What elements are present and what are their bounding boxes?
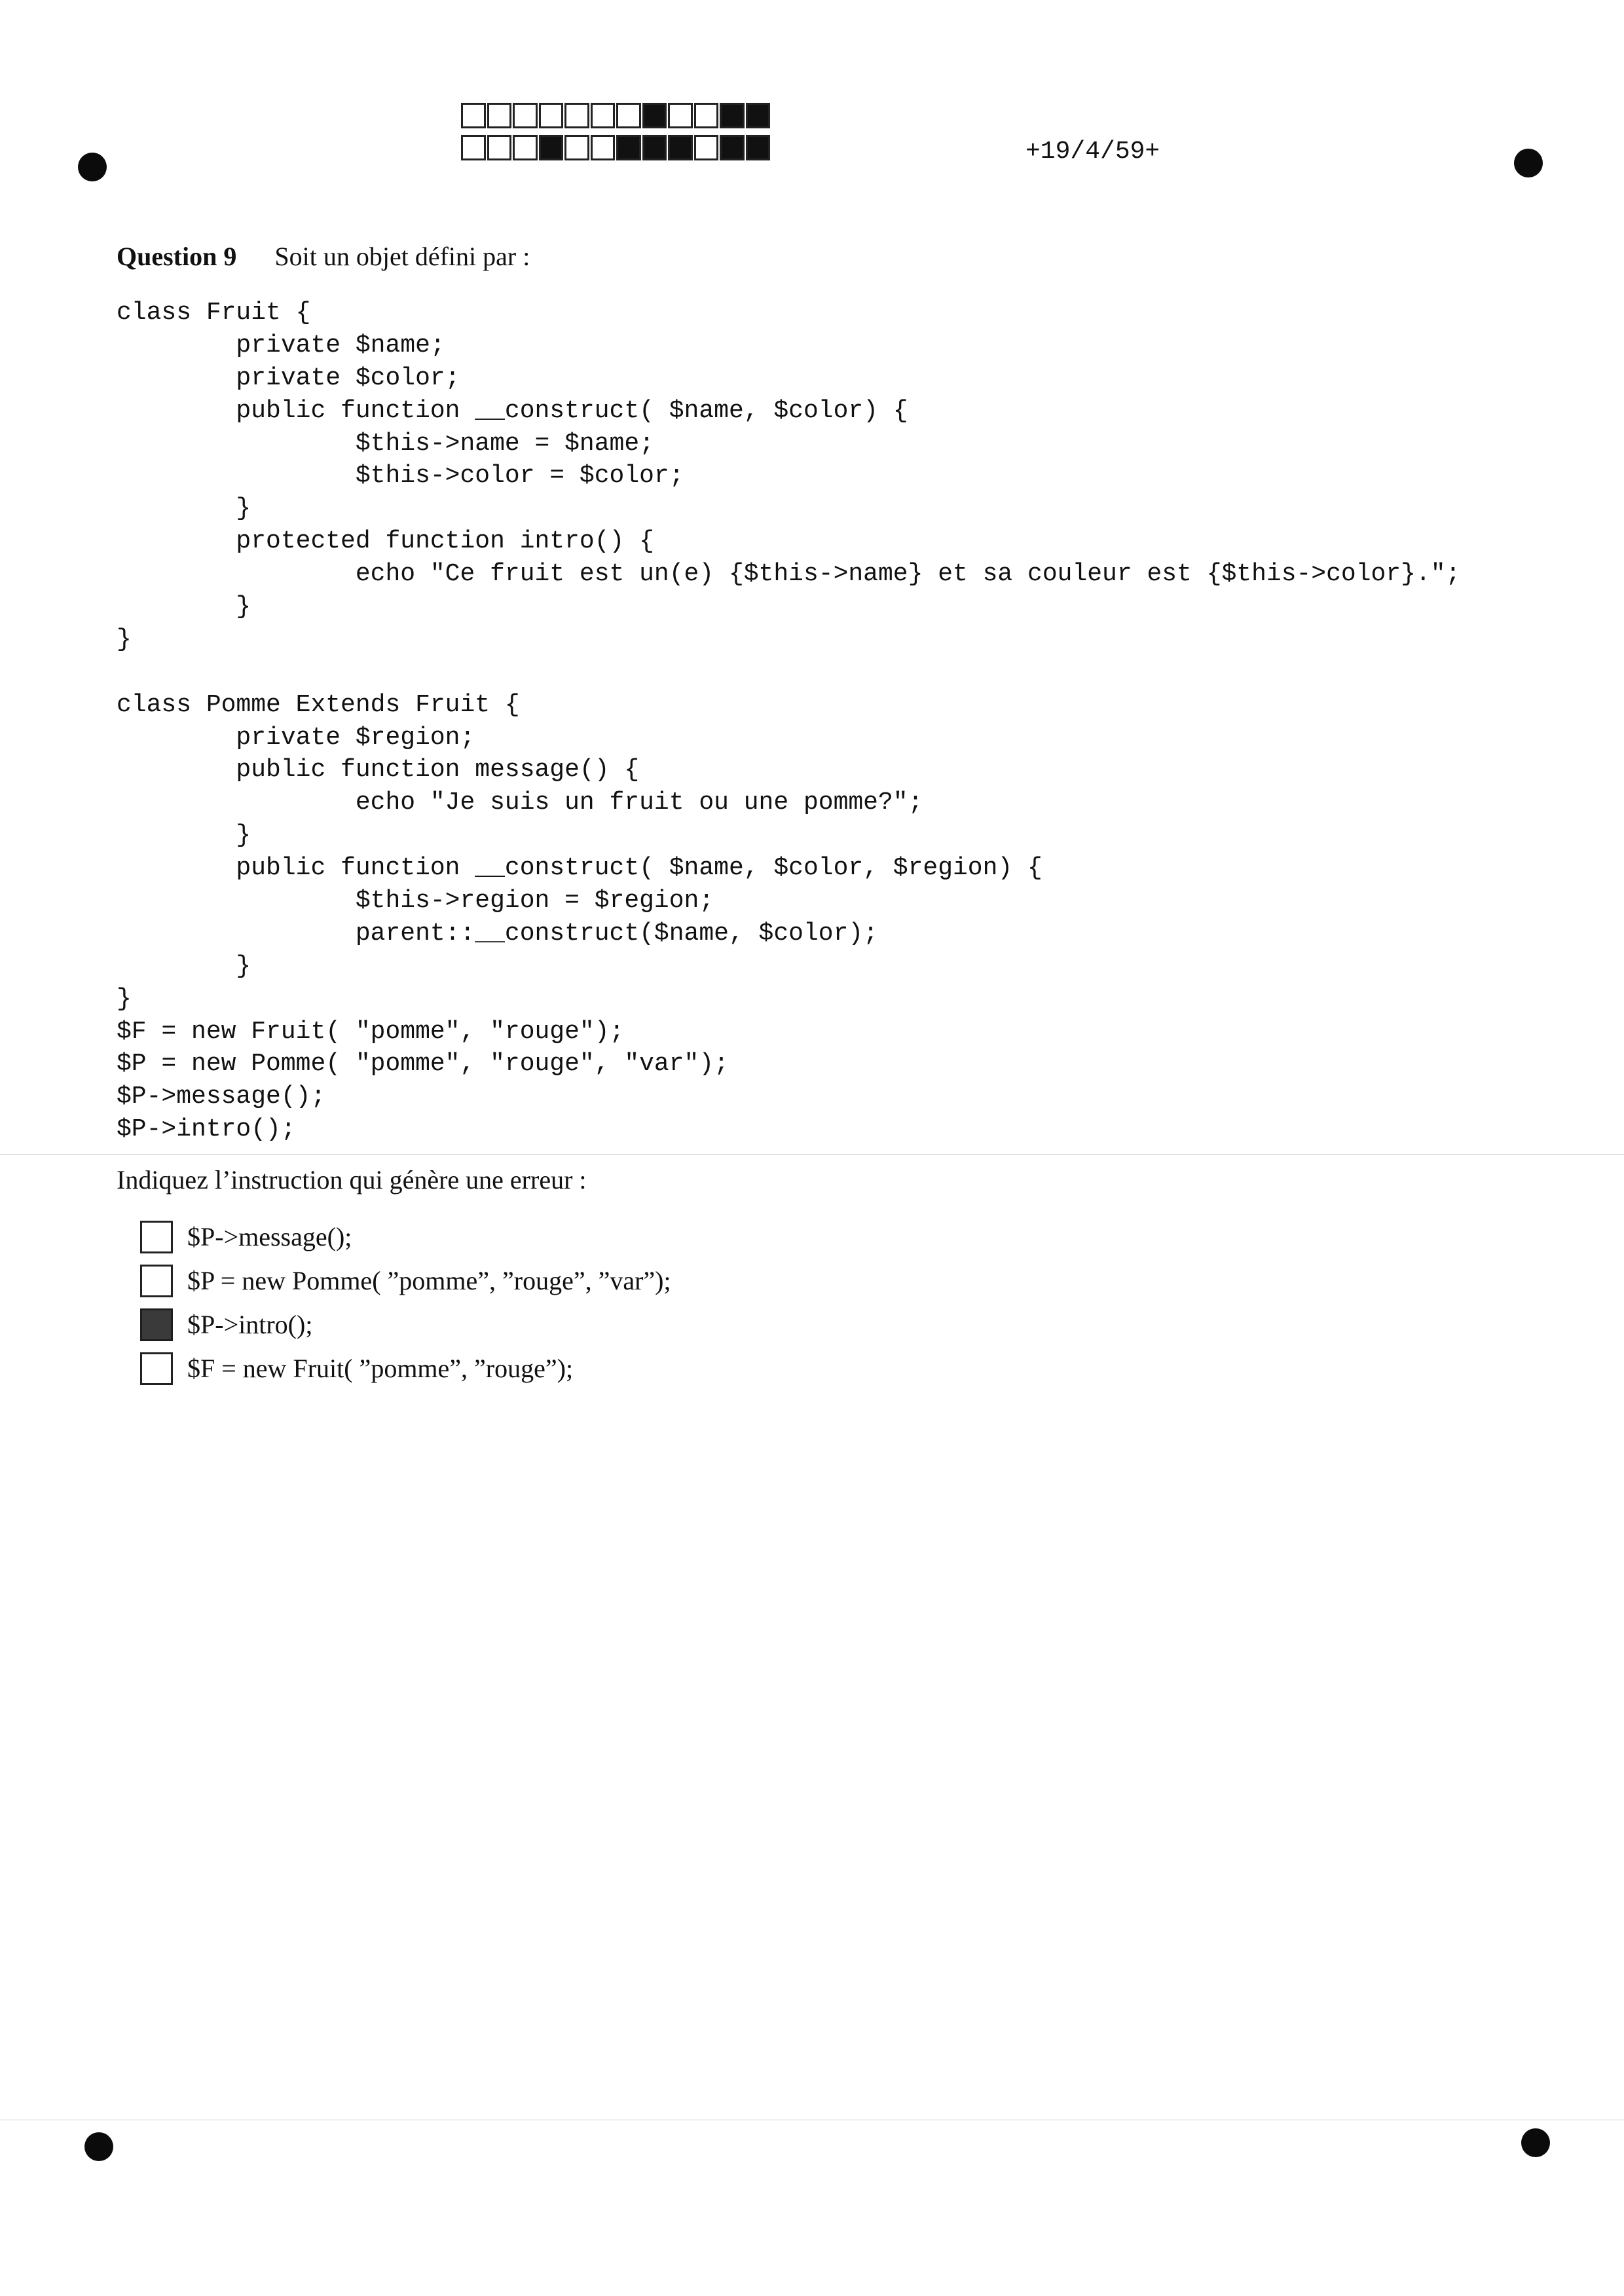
registration-mark-top-left bbox=[78, 153, 107, 181]
barcode-cell bbox=[564, 135, 589, 160]
question-label: Question 9 bbox=[117, 242, 237, 271]
barcode-cell bbox=[564, 103, 589, 128]
barcode-cell bbox=[642, 135, 667, 160]
code-line: echo "Je suis un fruit ou une pomme?"; bbox=[117, 788, 923, 817]
checkbox[interactable] bbox=[140, 1265, 173, 1297]
answer-text: $P->message(); bbox=[187, 1222, 352, 1251]
barcode-cell bbox=[487, 103, 512, 128]
barcode-cell bbox=[616, 103, 641, 128]
answer-text: $P->intro(); bbox=[187, 1310, 313, 1339]
answer-text: $P = new Pomme( ”pomme”, ”rouge”, ”var”); bbox=[187, 1266, 671, 1295]
barcode-cell bbox=[539, 103, 564, 128]
code-line: } bbox=[117, 625, 132, 654]
code-line: $this->region = $region; bbox=[117, 887, 714, 916]
checkbox-checked[interactable] bbox=[140, 1308, 173, 1341]
answer-option[interactable] bbox=[140, 1303, 671, 1346]
checkbox[interactable] bbox=[140, 1352, 173, 1385]
footer-line bbox=[0, 2119, 1624, 2120]
answer-option[interactable] bbox=[140, 1215, 671, 1259]
barcode-cell bbox=[694, 135, 719, 160]
code-line: } bbox=[117, 821, 251, 850]
barcode-row-top bbox=[461, 103, 771, 128]
code-line: private $name; bbox=[117, 331, 445, 360]
question-prompt: Soit un objet défini par : bbox=[274, 242, 530, 271]
code-line: public function __construct( $name, $color) { bbox=[117, 396, 908, 425]
barcode-cell bbox=[720, 135, 745, 160]
code-line: private $color; bbox=[117, 363, 460, 392]
code-line: private $region; bbox=[117, 723, 475, 752]
code-line: } bbox=[117, 593, 251, 621]
code-line: $P->intro(); bbox=[117, 1115, 296, 1144]
code-line bbox=[117, 656, 1460, 689]
barcode-cell bbox=[461, 135, 486, 160]
barcode-cell bbox=[746, 135, 771, 160]
code-line: } bbox=[117, 952, 251, 980]
barcode-cell bbox=[668, 103, 693, 128]
barcode-cell bbox=[461, 103, 486, 128]
code-line: } bbox=[117, 984, 132, 1013]
code-line: $P = new Pomme( "pomme", "rouge", "var"); bbox=[117, 1050, 729, 1079]
barcode-cell bbox=[539, 135, 564, 160]
barcode-cell bbox=[591, 135, 616, 160]
code-line: public function __construct( $name, $color, $region) { bbox=[117, 854, 1043, 883]
barcode-cell bbox=[746, 103, 771, 128]
registration-mark-top-right bbox=[1514, 149, 1543, 177]
code-line: } bbox=[117, 494, 251, 523]
code-line: public function message() { bbox=[117, 756, 640, 785]
code-line: class Fruit { bbox=[117, 299, 311, 327]
code-line: protected function intro() { bbox=[117, 527, 654, 556]
answer-instruction: Indiquez l’instruction qui génère une erreur : bbox=[117, 1165, 587, 1194]
code-line: $this->color = $color; bbox=[117, 462, 684, 491]
code-line: echo "Ce fruit est un(e) {$this->name} et sa couleur est {$this->color}."; bbox=[117, 560, 1461, 589]
registration-mark-bottom-left bbox=[84, 2132, 113, 2161]
barcode-row-bottom bbox=[461, 135, 771, 160]
answer-list bbox=[140, 1215, 671, 1390]
registration-mark-bottom-right bbox=[1521, 2128, 1550, 2157]
barcode-cell bbox=[668, 135, 693, 160]
barcode-cell bbox=[642, 103, 667, 128]
code-line: $this->name = $name; bbox=[117, 429, 654, 458]
code-block bbox=[117, 297, 1460, 1146]
barcode-cell bbox=[513, 135, 538, 160]
code-line: $P->message(); bbox=[117, 1083, 326, 1111]
barcode-cell bbox=[616, 135, 641, 160]
code-line: $F = new Fruit( "pomme", "rouge"); bbox=[117, 1017, 625, 1046]
code-line: parent::__construct($name, $color); bbox=[117, 919, 878, 948]
answer-option[interactable] bbox=[140, 1346, 671, 1390]
barcode-cell bbox=[694, 103, 719, 128]
barcode-cell bbox=[513, 103, 538, 128]
answer-text: $F = new Fruit( ”pomme”, ”rouge”); bbox=[187, 1354, 574, 1383]
question-header bbox=[117, 241, 530, 272]
barcode-cell bbox=[720, 103, 745, 128]
separator-line bbox=[0, 1154, 1624, 1155]
barcode-cell bbox=[591, 103, 616, 128]
answer-option[interactable] bbox=[140, 1259, 671, 1303]
code-line: class Pomme Extends Fruit { bbox=[117, 690, 520, 719]
barcode-cell bbox=[487, 135, 512, 160]
checkbox[interactable] bbox=[140, 1221, 173, 1253]
exam-code: +19/4/59+ bbox=[1025, 138, 1160, 166]
